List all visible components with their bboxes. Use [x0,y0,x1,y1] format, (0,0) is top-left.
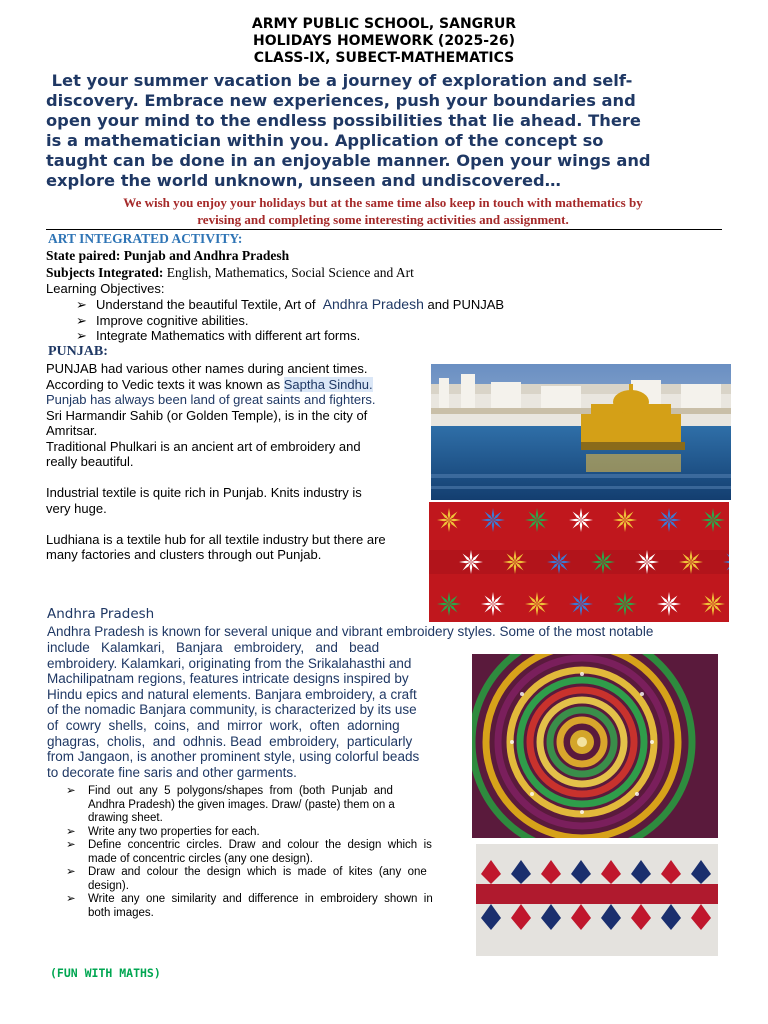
subjects-label: Subjects Integrated: [46,265,164,280]
arrow-bullet-icon: ➢ [76,328,87,343]
school-name: ARMY PUBLIC SCHOOL, SANGRUR [251,16,517,32]
andhra-full-line: Andhra Pradesh is known for several unique and vibrant embroidery styles. Some of the most notable [47,624,654,639]
intro-line: open your mind to the endless possibilities that lie ahead. There [46,111,641,130]
punjab-line: really beautiful. [46,454,134,469]
objective-text: Integrate Mathematics with different art forms. [96,328,361,343]
intro-line: explore the world unknown, unseen and undiscovered… [46,171,561,190]
concentric-embroidery-image [472,654,718,838]
task-line: Define concentric circles. Draw and colour the design which is [88,839,432,851]
task-line: drawing sheet. [88,812,163,824]
task-line: Andhra Pradesh) the given images. Draw/ (paste) them on a [88,798,395,811]
andhra-line: of the nomadic Banjara community, is characterized by its use [47,702,417,718]
homework-title: HOLIDAYS HOMEWORK (2025-26) [253,33,515,49]
intro-line: taught can be done in an enjoyable manner. Open your wings and [46,151,651,170]
arrow-bullet-icon: ➢ [66,785,76,797]
arrow-bullet-icon: ➢ [66,893,76,905]
task-item [66,866,466,893]
objective-text: Improve cognitive abilities. [96,313,249,328]
andhra-line: include Kalamkari, Banjara embroidery, and bead [47,640,380,655]
punjab-line: Sri Harmandir Sahib (or Golden Temple), is in the city of [46,407,368,423]
andhra-line: embroidery. Kalamkari, originating from the Srikalahasthi and [47,655,412,671]
punjab-heading: PUNJAB: [48,344,108,359]
punjab-text [46,361,426,563]
objective-text: Understand the beautiful Textile, Art of [96,297,323,312]
objective-item [76,328,360,344]
punjab-line: Industrial textile is quite rich in Punjab. Knits industry is [46,485,362,500]
divider [46,229,722,230]
task-item [66,893,466,920]
golden-temple-image [431,364,731,500]
andhra-line: Machilipatnam regions, features intricate designs inspired by [47,671,409,687]
arrow-bullet-icon: ➢ [76,313,87,328]
punjab-line: very huge. [46,500,107,516]
fun-with-maths: (FUN WITH MATHS) [50,966,161,980]
kites-embroidery-image [476,844,718,956]
wish-line: revising and completing some interesting activities and assignment. [197,212,569,227]
intro-line: Let your summer vacation be a journey of exploration and self- [46,71,633,90]
activity-title: ART INTEGRATED ACTIVITY: [48,231,243,246]
task-line: Write any one similarity and difference in embroidery shown in [88,893,433,905]
andhra-line: to decorate fine saris and other garments. [47,764,297,780]
task-line: design). [88,879,129,892]
punjab-line-text: According to Vedic texts it was known as [46,376,284,392]
punjab-line: Ludhiana is a textile hub for all textile industry but there are [46,531,386,547]
wish-line: We wish you enjoy your holidays but at the same time also keep in touch with mathematics by [123,195,643,210]
task-item [66,785,466,826]
punjab-line: Punjab has always been land of great saints and fighters. [46,392,376,407]
andhra-line: ghagras, cholis, and odhnis. Bead embroidery, particularly [47,733,413,749]
intro-line: is a mathematician within you. Application of the concept so [46,131,604,150]
objective-text-end: and PUNJAB [423,297,505,312]
andhra-paragraph [47,640,461,780]
task-line: Draw and colour the design which is made of kites (any one [88,866,427,878]
punjab-line: Amritsar. [46,423,98,438]
intro-line: discovery. Embrace new experiences, push your boundaries and [46,91,636,110]
wish-note [46,194,720,228]
objective-ap: Andhra Pradesh [322,296,424,312]
task-item [66,839,466,866]
intro-paragraph [46,71,720,191]
subjects-value: English, Mathematics, Social Science and Art [163,265,414,280]
punjab-line [46,377,426,393]
arrow-bullet-icon: ➢ [66,866,76,878]
arrow-bullet-icon: ➢ [66,825,76,838]
objective-item [76,313,248,329]
subjects-integrated [46,265,414,281]
arrow-bullet-icon: ➢ [66,839,76,851]
state-paired: State paired: Punjab and Andhra Pradesh [46,248,290,263]
andhra-line: from Jangaon, is another prominent style, using colorful beads [47,749,420,765]
task-line: Find out any 5 polygons/shapes from (both Punjab and [88,785,393,797]
objective-item [76,297,504,313]
andhra-line: Hindu epics and natural elements. Banjara embroidery, a craft [47,686,417,702]
andhra-heading: Andhra Pradesh [47,606,155,622]
punjab-line: Traditional Phulkari is an ancient art of embroidery and [46,438,361,454]
task-item [66,826,466,840]
punjab-line: PUNJAB had various other names during ancient times. [46,361,368,376]
objectives-label: Learning Objectives: [46,281,165,296]
class-subject: CLASS-IX, SUBECT-MATHEMATICS [253,50,515,66]
task-line: both images. [88,906,154,919]
andhra-line: of cowry shells, coins, and mirror work, often adorning [47,717,400,733]
phulkari-image [429,502,729,622]
task-line: made of concentric circles (any one design). [88,852,313,865]
task-list [66,785,466,920]
arrow-bullet-icon: ➢ [76,297,87,312]
punjab-line: many factories and clusters through out Punjab. [46,547,322,562]
saptha-sindhu-highlight: Saptha Sindhu. [283,376,373,392]
task-line: Write any two properties for each. [88,825,260,838]
